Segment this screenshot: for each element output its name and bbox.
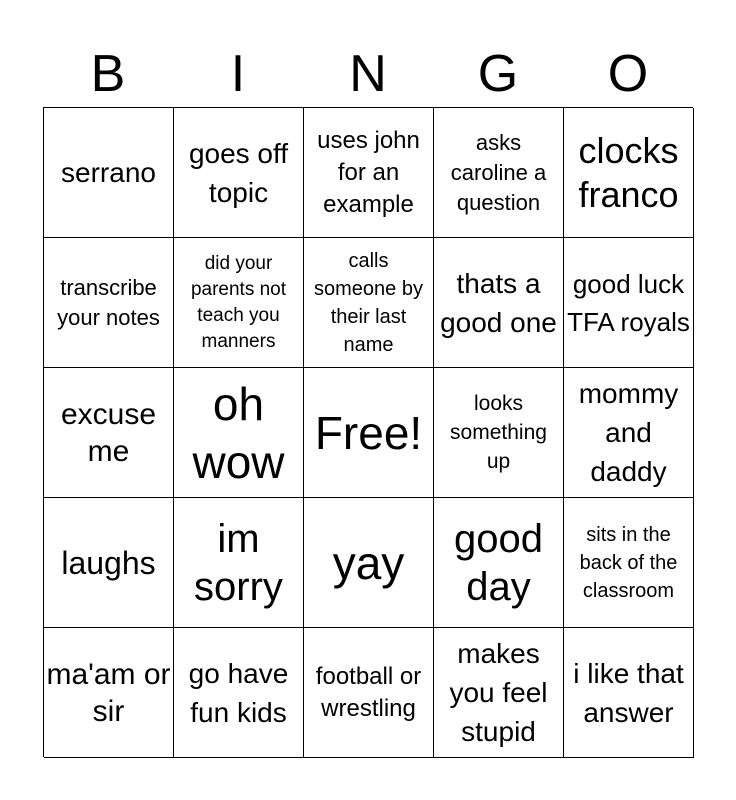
cell-text: i like that answer <box>573 657 684 728</box>
cell-text: laughs <box>61 544 156 581</box>
bingo-cell-r4-c1[interactable] <box>44 498 174 628</box>
cell-text: uses john for an example <box>317 126 420 218</box>
bingo-cell-r2-c5[interactable] <box>564 238 694 368</box>
bingo-cell-r3-c4[interactable] <box>434 368 564 498</box>
cell-text: yay <box>332 536 405 589</box>
cell-text: transcribe your notes <box>57 274 160 330</box>
cell-text: asks caroline a question <box>450 129 547 215</box>
cell-text: serrano <box>61 157 156 188</box>
bingo-cell-r1-c1[interactable] <box>44 108 174 238</box>
bingo-cell-r2-c1[interactable] <box>44 238 174 368</box>
cell-text: good day <box>454 516 543 609</box>
cell-text: makes you feel stupid <box>449 638 548 747</box>
bingo-cell-r4-c3[interactable] <box>304 498 434 628</box>
cell-text: oh wow <box>192 377 285 488</box>
header-letter-n: N <box>349 45 387 103</box>
bingo-cell-r1-c5[interactable] <box>564 108 694 238</box>
bingo-cell-r1-c3[interactable] <box>304 108 434 238</box>
cell-text: go have fun kids <box>188 657 289 728</box>
bingo-cell-r4-c2[interactable] <box>174 498 304 628</box>
cell-text: sits in the back of the classroom <box>579 523 678 602</box>
bingo-cell-r5-c1[interactable] <box>44 628 174 758</box>
cell-text: ma'am or sir <box>46 657 171 728</box>
cell-text: goes off topic <box>188 137 289 208</box>
cell-text: mommy and daddy <box>578 378 679 487</box>
bingo-grid <box>43 107 693 757</box>
cell-text: calls someone by their last name <box>314 249 423 356</box>
header-letter-i: I <box>230 45 246 103</box>
cell-text: thats a good one <box>440 267 557 338</box>
bingo-cell-r5-c2[interactable] <box>174 628 304 758</box>
bingo-cell-r1-c4[interactable] <box>434 108 564 238</box>
bingo-cell-r1-c2[interactable] <box>174 108 304 238</box>
bingo-cell-r4-c4[interactable] <box>434 498 564 628</box>
bingo-cell-r3-c2[interactable] <box>174 368 304 498</box>
bingo-cell-r3-c1[interactable] <box>44 368 174 498</box>
cell-text: looks something up <box>450 392 547 473</box>
cell-text: Free! <box>314 406 423 459</box>
cell-text: excuse me <box>60 397 157 468</box>
cell-text: football or wrestling <box>315 662 422 722</box>
bingo-cell-r5-c4[interactable] <box>434 628 564 758</box>
bingo-cell-r5-c3[interactable] <box>304 628 434 758</box>
bingo-cell-r3-c5[interactable] <box>564 368 694 498</box>
bingo-cell-r2-c2[interactable] <box>174 238 304 368</box>
header-letter-g: G <box>477 45 519 103</box>
bingo-cell-r2-c4[interactable] <box>434 238 564 368</box>
cell-text: good luck TFA royals <box>567 268 690 337</box>
bingo-cell-r3-c3[interactable] <box>304 368 434 498</box>
cell-text: clocks franco <box>578 129 679 215</box>
bingo-cell-r4-c5[interactable] <box>564 498 694 628</box>
cell-text: did your parents not teach you manners <box>190 252 287 352</box>
cell-text: im sorry <box>194 516 283 609</box>
header-letter-b: B <box>90 45 126 103</box>
bingo-header <box>43 42 693 106</box>
header-letter-o: O <box>607 45 649 103</box>
bingo-cell-r2-c3[interactable] <box>304 238 434 368</box>
bingo-cell-r5-c5[interactable] <box>564 628 694 758</box>
